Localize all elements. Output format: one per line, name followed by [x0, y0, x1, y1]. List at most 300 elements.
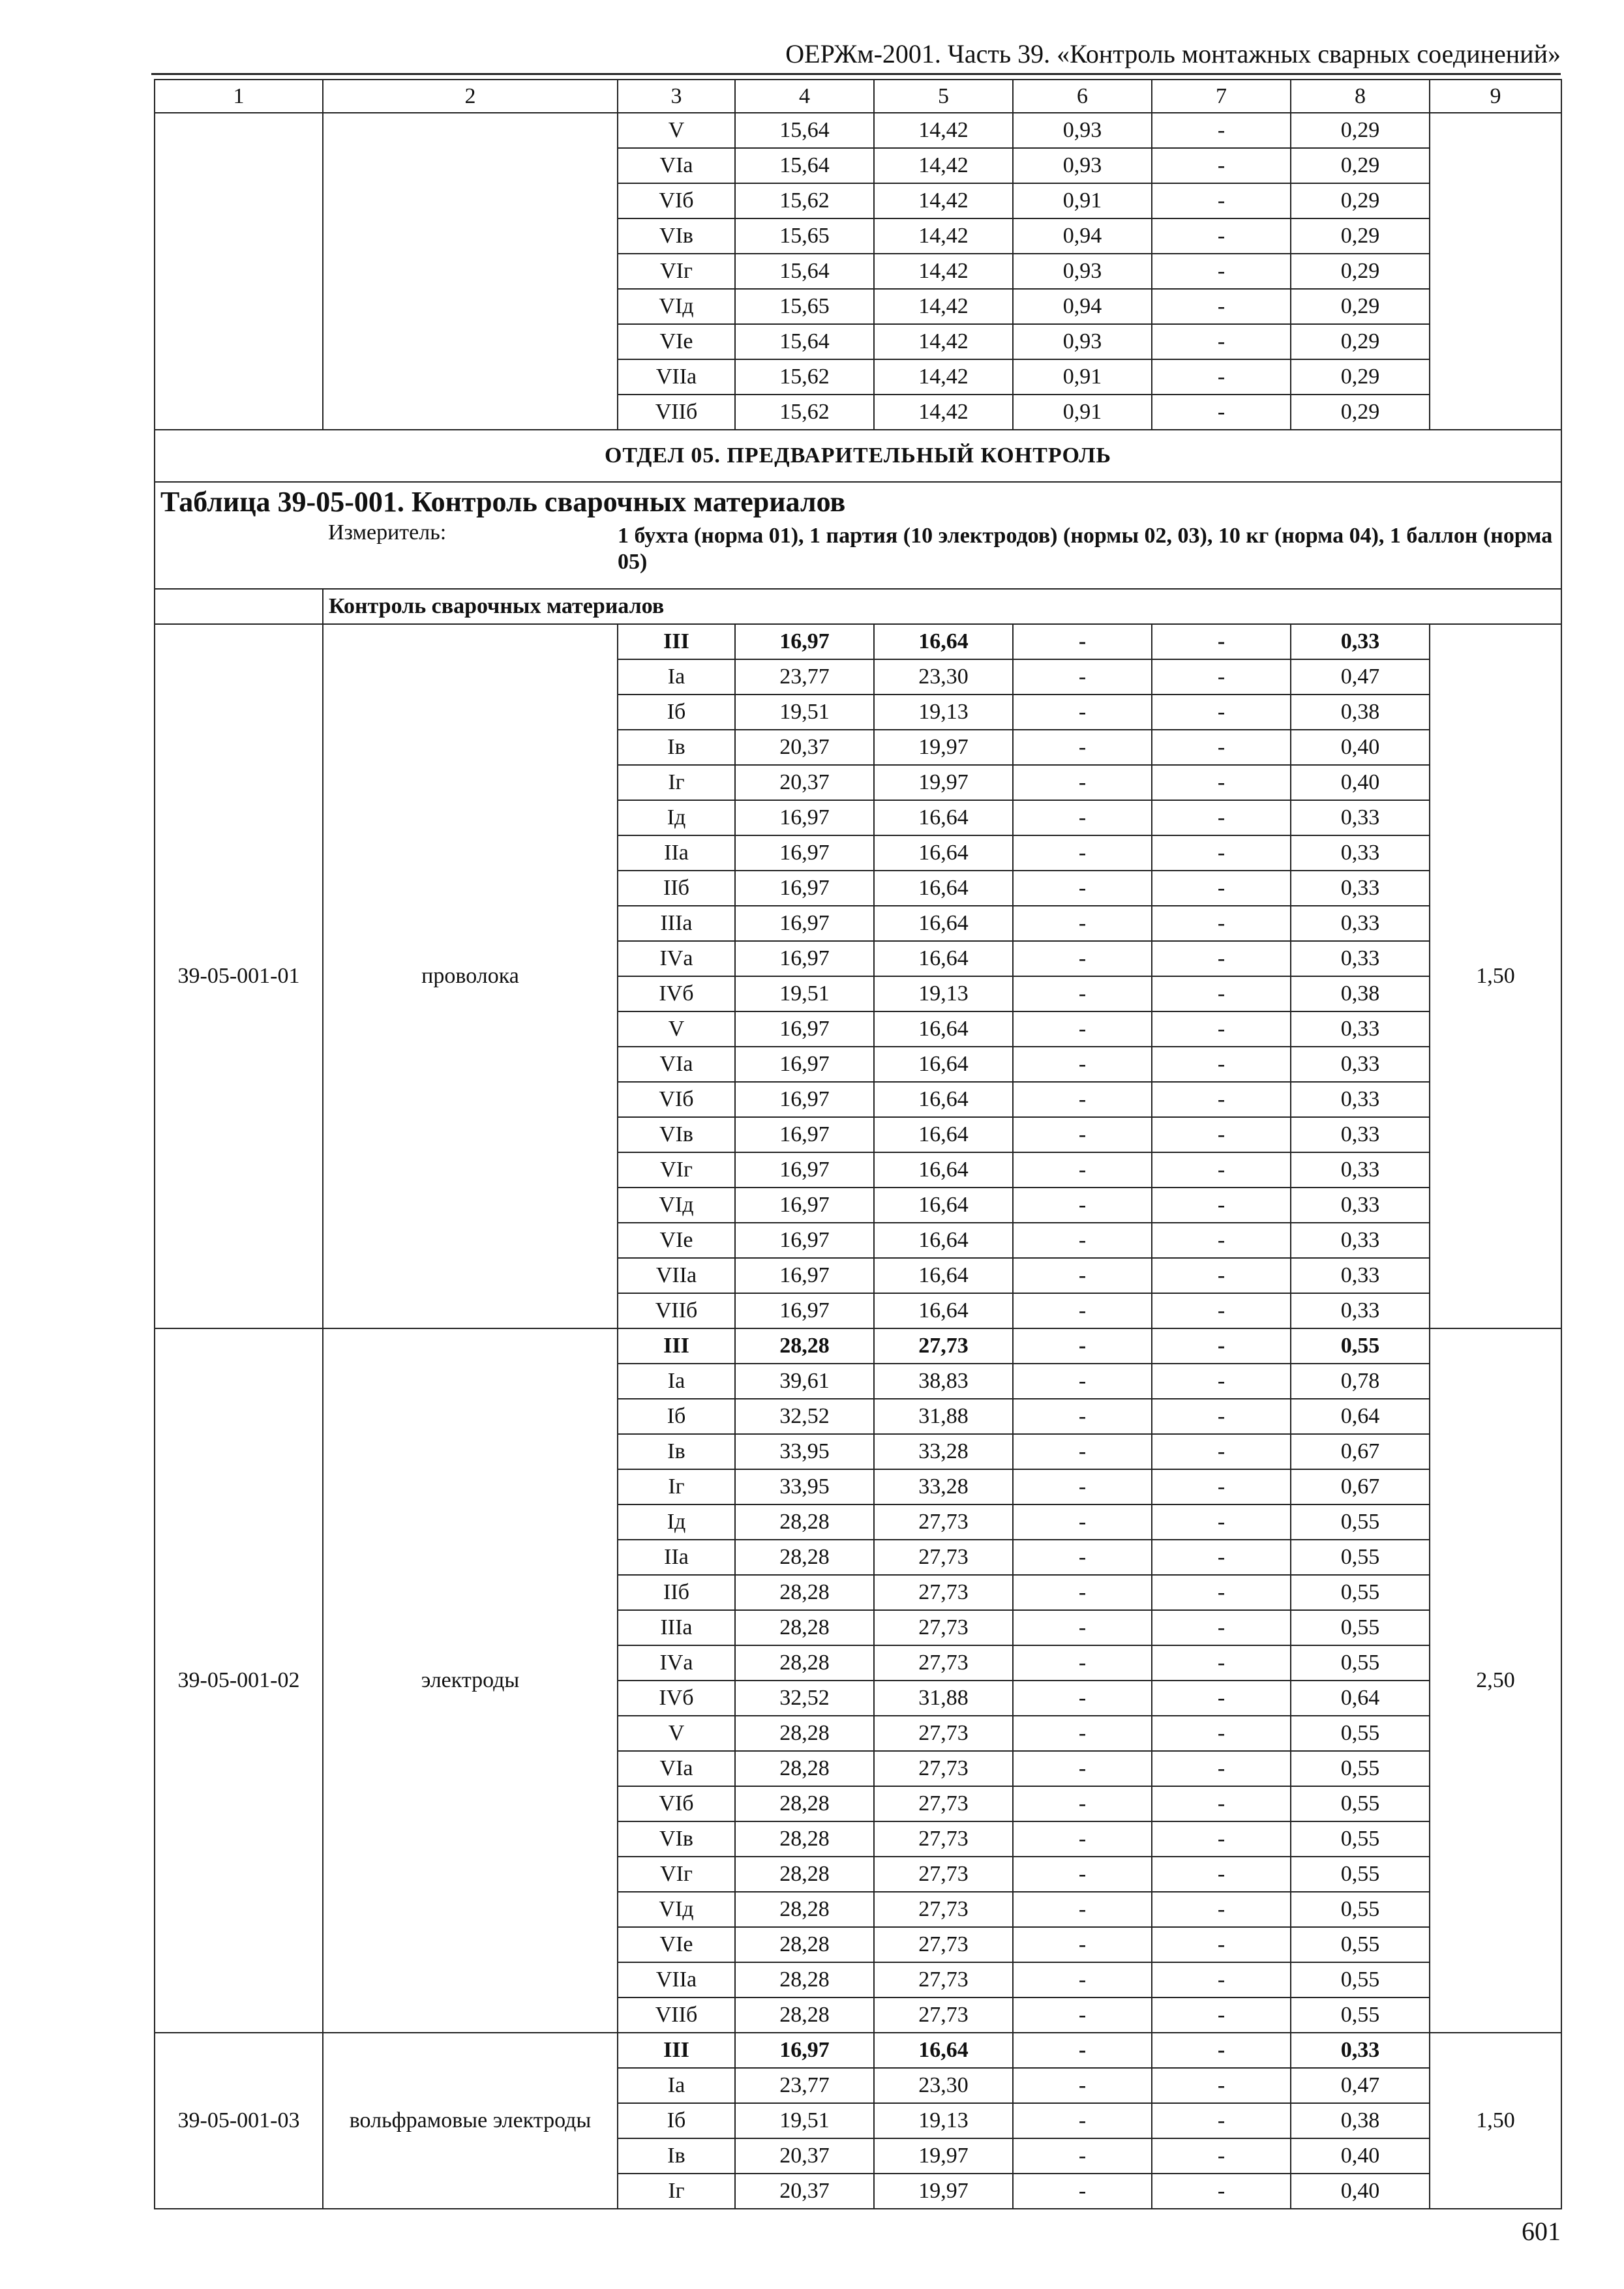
machines-cell: -: [1013, 659, 1152, 695]
wages-machinists-cell: -: [1152, 1504, 1291, 1540]
materials-cell: 0,67: [1291, 1469, 1430, 1504]
cost-total-cell: 16,97: [735, 624, 874, 659]
wages-machinists-cell: -: [1152, 906, 1291, 941]
cost-total-cell: 20,37: [735, 765, 874, 800]
labor-cell: 16,64: [874, 871, 1013, 906]
machines-cell: -: [1013, 695, 1152, 730]
materials-cell: 0,33: [1291, 871, 1430, 906]
regional-coef-cell: IIIа: [618, 906, 735, 941]
machines-cell: -: [1013, 730, 1152, 765]
regional-coef-cell: Iд: [618, 1504, 735, 1540]
materials-cell: 0,55: [1291, 1575, 1430, 1610]
wages-machinists-cell: -: [1152, 254, 1291, 289]
machines-cell: -: [1013, 1610, 1152, 1645]
regional-coef-cell: IIа: [618, 835, 735, 871]
cost-total-cell: 16,97: [735, 1152, 874, 1188]
regional-coef-cell: IIа: [618, 1540, 735, 1575]
machines-cell: -: [1013, 1399, 1152, 1434]
materials-cell: 0,64: [1291, 1399, 1430, 1434]
table-row: [155, 1328, 1561, 1364]
machines-cell: -: [1013, 1223, 1152, 1258]
wages-machinists-cell: -: [1152, 1962, 1291, 1997]
unit-row: [155, 520, 1561, 589]
wages-machinists-cell: -: [1152, 1786, 1291, 1821]
page-number: 601: [1522, 2217, 1561, 2246]
column-number: 7: [1152, 80, 1291, 113]
cost-total-cell: 16,97: [735, 1011, 874, 1047]
unit-spacer: [155, 520, 323, 589]
labor-cell: 16,64: [874, 1188, 1013, 1223]
cost-total-cell: 16,97: [735, 871, 874, 906]
machines-cell: -: [1013, 1716, 1152, 1751]
regional-coef-cell: VIIб: [618, 1293, 735, 1328]
wages-machinists-cell: -: [1152, 2033, 1291, 2068]
norm-name: электроды: [323, 1328, 618, 2033]
section-title: ОТДЕЛ 05. ПРЕДВАРИТЕЛЬНЫЙ КОНТРОЛЬ: [155, 430, 1561, 482]
wages-machinists-cell: -: [1152, 1892, 1291, 1927]
wages-machinists-cell: -: [1152, 835, 1291, 871]
regional-coef-cell: Iг: [618, 1469, 735, 1504]
wages-machinists-cell: -: [1152, 976, 1291, 1011]
materials-cell: 0,55: [1291, 1821, 1430, 1857]
machines-cell: 0,93: [1013, 254, 1152, 289]
wages-machinists-cell: -: [1152, 113, 1291, 148]
materials-cell: 0,78: [1291, 1364, 1430, 1399]
regional-coef-cell: Iб: [618, 1399, 735, 1434]
regional-coef-cell: V: [618, 1716, 735, 1751]
regional-coef-cell: Iб: [618, 2103, 735, 2138]
regional-coef-cell: Iд: [618, 800, 735, 835]
machines-cell: -: [1013, 1751, 1152, 1786]
materials-cell: 0,55: [1291, 1504, 1430, 1540]
wages-machinists-cell: -: [1152, 624, 1291, 659]
regional-coef-cell: IVб: [618, 976, 735, 1011]
cost-total-cell: 28,28: [735, 1751, 874, 1786]
machines-cell: -: [1013, 906, 1152, 941]
wages-machinists-cell: -: [1152, 1540, 1291, 1575]
col9-cell: 1,50: [1430, 624, 1561, 1328]
labor-cell: 14,42: [874, 254, 1013, 289]
cost-total-cell: 32,52: [735, 1399, 874, 1434]
cost-total-cell: 15,62: [735, 183, 874, 218]
cost-total-cell: 28,28: [735, 1821, 874, 1857]
labor-cell: 16,64: [874, 1011, 1013, 1047]
unit-label: Измеритель:: [323, 520, 618, 589]
machines-cell: 0,93: [1013, 113, 1152, 148]
regional-coef-cell: III: [618, 624, 735, 659]
wages-machinists-cell: -: [1152, 324, 1291, 359]
wages-machinists-cell: -: [1152, 1681, 1291, 1716]
regional-coef-cell: VIв: [618, 1117, 735, 1152]
regional-coef-cell: VIе: [618, 1223, 735, 1258]
regional-coef-cell: Iа: [618, 1364, 735, 1399]
column-number: 4: [735, 80, 874, 113]
header-rule: [151, 73, 1561, 75]
regional-coef-cell: IVа: [618, 941, 735, 976]
labor-cell: 16,64: [874, 906, 1013, 941]
cost-total-cell: 32,52: [735, 1681, 874, 1716]
labor-cell: 27,73: [874, 1540, 1013, 1575]
wages-machinists-cell: -: [1152, 1399, 1291, 1434]
labor-cell: 16,64: [874, 1117, 1013, 1152]
machines-cell: -: [1013, 2068, 1152, 2103]
regional-coef-cell: VIIб: [618, 395, 735, 430]
wages-machinists-cell: -: [1152, 1152, 1291, 1188]
column-number: 1: [155, 80, 323, 113]
wages-machinists-cell: -: [1152, 1293, 1291, 1328]
regional-coef-cell: VIб: [618, 1786, 735, 1821]
wages-machinists-cell: -: [1152, 1434, 1291, 1469]
labor-cell: 31,88: [874, 1399, 1013, 1434]
materials-cell: 0,33: [1291, 1188, 1430, 1223]
column-number: 2: [323, 80, 618, 113]
regional-coef-cell: VIе: [618, 324, 735, 359]
wages-machinists-cell: -: [1152, 871, 1291, 906]
labor-cell: 16,64: [874, 1293, 1013, 1328]
labor-cell: 16,64: [874, 1258, 1013, 1293]
labor-cell: 19,97: [874, 2174, 1013, 2209]
materials-cell: 0,33: [1291, 835, 1430, 871]
machines-cell: 0,93: [1013, 148, 1152, 183]
materials-cell: 0,38: [1291, 695, 1430, 730]
materials-cell: 0,33: [1291, 1117, 1430, 1152]
materials-cell: 0,47: [1291, 2068, 1430, 2103]
labor-cell: 14,42: [874, 218, 1013, 254]
machines-cell: -: [1013, 1962, 1152, 1997]
column-number: 9: [1430, 80, 1561, 113]
labor-cell: 16,64: [874, 624, 1013, 659]
col9-cell: [1430, 113, 1561, 430]
regional-coef-cell: Iб: [618, 695, 735, 730]
machines-cell: -: [1013, 1434, 1152, 1469]
machines-cell: -: [1013, 2174, 1152, 2209]
table-row: [155, 113, 1561, 148]
machines-cell: 0,94: [1013, 289, 1152, 324]
machines-cell: 0,91: [1013, 395, 1152, 430]
materials-cell: 0,29: [1291, 395, 1430, 430]
wages-machinists-cell: -: [1152, 1716, 1291, 1751]
labor-cell: 27,73: [874, 1786, 1013, 1821]
labor-cell: 27,73: [874, 1892, 1013, 1927]
cost-total-cell: 16,97: [735, 800, 874, 835]
column-number: 5: [874, 80, 1013, 113]
cost-total-cell: 28,28: [735, 1892, 874, 1927]
group-title-row: [155, 589, 1561, 624]
materials-cell: 0,55: [1291, 1962, 1430, 1997]
labor-cell: 14,42: [874, 395, 1013, 430]
machines-cell: -: [1013, 1469, 1152, 1504]
cost-total-cell: 16,97: [735, 1258, 874, 1293]
labor-cell: 19,13: [874, 695, 1013, 730]
group-title: Контроль сварочных материалов: [323, 589, 1561, 624]
labor-cell: 19,97: [874, 730, 1013, 765]
materials-cell: 0,40: [1291, 765, 1430, 800]
cost-total-cell: 15,65: [735, 289, 874, 324]
labor-cell: 31,88: [874, 1681, 1013, 1716]
machines-cell: 0,93: [1013, 324, 1152, 359]
cost-total-cell: 28,28: [735, 1328, 874, 1364]
unit-value: 1 бухта (норма 01), 1 партия (10 электродов) (нормы 02, 03), 10 кг (норма 04), 1 баллон (норма 05): [618, 520, 1561, 589]
materials-cell: 0,55: [1291, 1892, 1430, 1927]
cost-total-cell: 16,97: [735, 1293, 874, 1328]
labor-cell: 14,42: [874, 324, 1013, 359]
machines-cell: -: [1013, 871, 1152, 906]
code-cell: [155, 113, 323, 430]
labor-cell: 27,73: [874, 1716, 1013, 1751]
machines-cell: -: [1013, 1857, 1152, 1892]
materials-cell: 0,29: [1291, 359, 1430, 395]
section-row: [155, 430, 1561, 482]
table-row: [155, 2033, 1561, 2068]
machines-cell: -: [1013, 1047, 1152, 1082]
materials-cell: 0,33: [1291, 1152, 1430, 1188]
machines-cell: -: [1013, 1504, 1152, 1540]
wages-machinists-cell: -: [1152, 1364, 1291, 1399]
machines-cell: -: [1013, 1258, 1152, 1293]
regional-coef-cell: Iг: [618, 765, 735, 800]
regional-coef-cell: Iа: [618, 659, 735, 695]
wages-machinists-cell: -: [1152, 1011, 1291, 1047]
regional-coef-cell: III: [618, 1328, 735, 1364]
labor-cell: 19,13: [874, 2103, 1013, 2138]
wages-machinists-cell: -: [1152, 1117, 1291, 1152]
wages-machinists-cell: -: [1152, 395, 1291, 430]
materials-cell: 0,29: [1291, 324, 1430, 359]
machines-cell: -: [1013, 1997, 1152, 2033]
cost-total-cell: 23,77: [735, 2068, 874, 2103]
materials-cell: 0,55: [1291, 1540, 1430, 1575]
cost-total-cell: 28,28: [735, 1645, 874, 1681]
cost-total-cell: 16,97: [735, 835, 874, 871]
wages-machinists-cell: -: [1152, 1997, 1291, 2033]
cost-total-cell: 28,28: [735, 1857, 874, 1892]
machines-cell: -: [1013, 1575, 1152, 1610]
cost-total-cell: 15,65: [735, 218, 874, 254]
regional-coef-cell: IIIа: [618, 1610, 735, 1645]
machines-cell: -: [1013, 1152, 1152, 1188]
cost-total-cell: 19,51: [735, 2103, 874, 2138]
machines-cell: -: [1013, 1188, 1152, 1223]
machines-cell: -: [1013, 1364, 1152, 1399]
norms-table: [154, 79, 1562, 2209]
cost-total-cell: 16,97: [735, 1188, 874, 1223]
machines-cell: -: [1013, 835, 1152, 871]
wages-machinists-cell: -: [1152, 1927, 1291, 1962]
machines-cell: -: [1013, 1821, 1152, 1857]
cost-total-cell: 39,61: [735, 1364, 874, 1399]
wages-machinists-cell: -: [1152, 1258, 1291, 1293]
labor-cell: 27,73: [874, 1927, 1013, 1962]
wages-machinists-cell: -: [1152, 1751, 1291, 1786]
materials-cell: 0,29: [1291, 218, 1430, 254]
regional-coef-cell: VIг: [618, 1857, 735, 1892]
machines-cell: -: [1013, 765, 1152, 800]
norm-name: проволока: [323, 624, 618, 1328]
cost-total-cell: 15,62: [735, 395, 874, 430]
materials-cell: 0,67: [1291, 1434, 1430, 1469]
cost-total-cell: 20,37: [735, 2138, 874, 2174]
cost-total-cell: 16,97: [735, 1223, 874, 1258]
col9-cell: 2,50: [1430, 1328, 1561, 2033]
running-header: ОЕРЖм-2001. Часть 39. «Контроль монтажных сварных соединений»: [785, 39, 1561, 68]
wages-machinists-cell: -: [1152, 1223, 1291, 1258]
cost-total-cell: 33,95: [735, 1434, 874, 1469]
column-number: 6: [1013, 80, 1152, 113]
column-number: 8: [1291, 80, 1430, 113]
labor-cell: 14,42: [874, 289, 1013, 324]
regional-coef-cell: VIд: [618, 1188, 735, 1223]
cost-total-cell: 20,37: [735, 2174, 874, 2209]
machines-cell: -: [1013, 1927, 1152, 1962]
cost-total-cell: 15,64: [735, 254, 874, 289]
cost-total-cell: 28,28: [735, 1786, 874, 1821]
wages-machinists-cell: -: [1152, 1082, 1291, 1117]
machines-cell: -: [1013, 2138, 1152, 2174]
wages-machinists-cell: -: [1152, 730, 1291, 765]
labor-cell: 16,64: [874, 1082, 1013, 1117]
materials-cell: 0,29: [1291, 254, 1430, 289]
cost-total-cell: 16,97: [735, 2033, 874, 2068]
labor-cell: 16,64: [874, 941, 1013, 976]
column-number: 3: [618, 80, 735, 113]
labor-cell: 19,13: [874, 976, 1013, 1011]
wages-machinists-cell: -: [1152, 2103, 1291, 2138]
labor-cell: 19,97: [874, 765, 1013, 800]
cost-total-cell: 28,28: [735, 1962, 874, 1997]
materials-cell: 0,33: [1291, 624, 1430, 659]
cost-total-cell: 28,28: [735, 1504, 874, 1540]
cost-total-cell: 16,97: [735, 1047, 874, 1082]
cost-total-cell: 28,28: [735, 1997, 874, 2033]
materials-cell: 0,33: [1291, 1258, 1430, 1293]
regional-coef-cell: III: [618, 2033, 735, 2068]
materials-cell: 0,55: [1291, 1786, 1430, 1821]
materials-cell: 0,33: [1291, 1082, 1430, 1117]
materials-cell: 0,55: [1291, 1716, 1430, 1751]
materials-cell: 0,55: [1291, 1927, 1430, 1962]
table-title: Таблица 39-05-001. Контроль сварочных материалов: [155, 482, 1561, 520]
cost-total-cell: 19,51: [735, 976, 874, 1011]
labor-cell: 38,83: [874, 1364, 1013, 1399]
labor-cell: 19,97: [874, 2138, 1013, 2174]
wages-machinists-cell: -: [1152, 1469, 1291, 1504]
machines-cell: -: [1013, 1011, 1152, 1047]
materials-cell: 0,33: [1291, 941, 1430, 976]
labor-cell: 16,64: [874, 835, 1013, 871]
regional-coef-cell: VIе: [618, 1927, 735, 1962]
labor-cell: 14,42: [874, 359, 1013, 395]
cost-total-cell: 16,97: [735, 1082, 874, 1117]
regional-coef-cell: VIIб: [618, 1997, 735, 2033]
regional-coef-cell: VIIа: [618, 1258, 735, 1293]
cost-total-cell: 28,28: [735, 1927, 874, 1962]
materials-cell: 0,29: [1291, 289, 1430, 324]
wages-machinists-cell: -: [1152, 800, 1291, 835]
wages-machinists-cell: -: [1152, 1857, 1291, 1892]
labor-cell: 16,64: [874, 2033, 1013, 2068]
regional-coef-cell: VIг: [618, 1152, 735, 1188]
materials-cell: 0,38: [1291, 2103, 1430, 2138]
regional-coef-cell: VIб: [618, 183, 735, 218]
wages-machinists-cell: -: [1152, 359, 1291, 395]
machines-cell: -: [1013, 624, 1152, 659]
cost-total-cell: 20,37: [735, 730, 874, 765]
regional-coef-cell: V: [618, 1011, 735, 1047]
machines-cell: -: [1013, 2103, 1152, 2138]
machines-cell: -: [1013, 2033, 1152, 2068]
cost-total-cell: 15,64: [735, 324, 874, 359]
machines-cell: -: [1013, 1328, 1152, 1364]
materials-cell: 0,29: [1291, 183, 1430, 218]
labor-cell: 33,28: [874, 1434, 1013, 1469]
regional-coef-cell: VIIа: [618, 1962, 735, 1997]
cost-total-cell: 15,64: [735, 148, 874, 183]
labor-cell: 16,64: [874, 1047, 1013, 1082]
regional-coef-cell: VIд: [618, 289, 735, 324]
norm-code: 39-05-001-01: [155, 624, 323, 1328]
materials-cell: 0,33: [1291, 1223, 1430, 1258]
materials-cell: 0,47: [1291, 659, 1430, 695]
labor-cell: 27,73: [874, 1857, 1013, 1892]
machines-cell: -: [1013, 1540, 1152, 1575]
regional-coef-cell: Iв: [618, 1434, 735, 1469]
materials-cell: 0,38: [1291, 976, 1430, 1011]
column-number-row: [155, 80, 1561, 113]
cost-total-cell: 33,95: [735, 1469, 874, 1504]
machines-cell: 0,91: [1013, 359, 1152, 395]
cost-total-cell: 19,51: [735, 695, 874, 730]
col9-cell: 1,50: [1430, 2033, 1561, 2209]
regional-coef-cell: VIа: [618, 148, 735, 183]
cost-total-cell: 28,28: [735, 1716, 874, 1751]
wages-machinists-cell: -: [1152, 289, 1291, 324]
wages-machinists-cell: -: [1152, 1188, 1291, 1223]
regional-coef-cell: Iа: [618, 2068, 735, 2103]
labor-cell: 27,73: [874, 1751, 1013, 1786]
labor-cell: 16,64: [874, 1152, 1013, 1188]
materials-cell: 0,33: [1291, 1011, 1430, 1047]
regional-coef-cell: IIб: [618, 1575, 735, 1610]
machines-cell: -: [1013, 1645, 1152, 1681]
materials-cell: 0,55: [1291, 1328, 1430, 1364]
machines-cell: 0,91: [1013, 183, 1152, 218]
wages-machinists-cell: -: [1152, 148, 1291, 183]
labor-cell: 27,73: [874, 1328, 1013, 1364]
wages-machinists-cell: -: [1152, 1821, 1291, 1857]
materials-cell: 0,33: [1291, 800, 1430, 835]
labor-cell: 33,28: [874, 1469, 1013, 1504]
norm-name: вольфрамовые электроды: [323, 2033, 618, 2209]
wages-machinists-cell: -: [1152, 765, 1291, 800]
machines-cell: -: [1013, 1117, 1152, 1152]
regional-coef-cell: VIв: [618, 1821, 735, 1857]
labor-cell: 14,42: [874, 183, 1013, 218]
regional-coef-cell: Iв: [618, 2138, 735, 2174]
labor-cell: 23,30: [874, 2068, 1013, 2103]
machines-cell: 0,94: [1013, 218, 1152, 254]
materials-cell: 0,29: [1291, 148, 1430, 183]
wages-machinists-cell: -: [1152, 659, 1291, 695]
materials-cell: 0,55: [1291, 1997, 1430, 2033]
wages-machinists-cell: -: [1152, 2068, 1291, 2103]
wages-machinists-cell: -: [1152, 1645, 1291, 1681]
regional-coef-cell: VIа: [618, 1047, 735, 1082]
materials-cell: 0,55: [1291, 1857, 1430, 1892]
labor-cell: 14,42: [874, 113, 1013, 148]
wages-machinists-cell: -: [1152, 183, 1291, 218]
wages-machinists-cell: -: [1152, 941, 1291, 976]
cost-total-cell: 16,97: [735, 906, 874, 941]
